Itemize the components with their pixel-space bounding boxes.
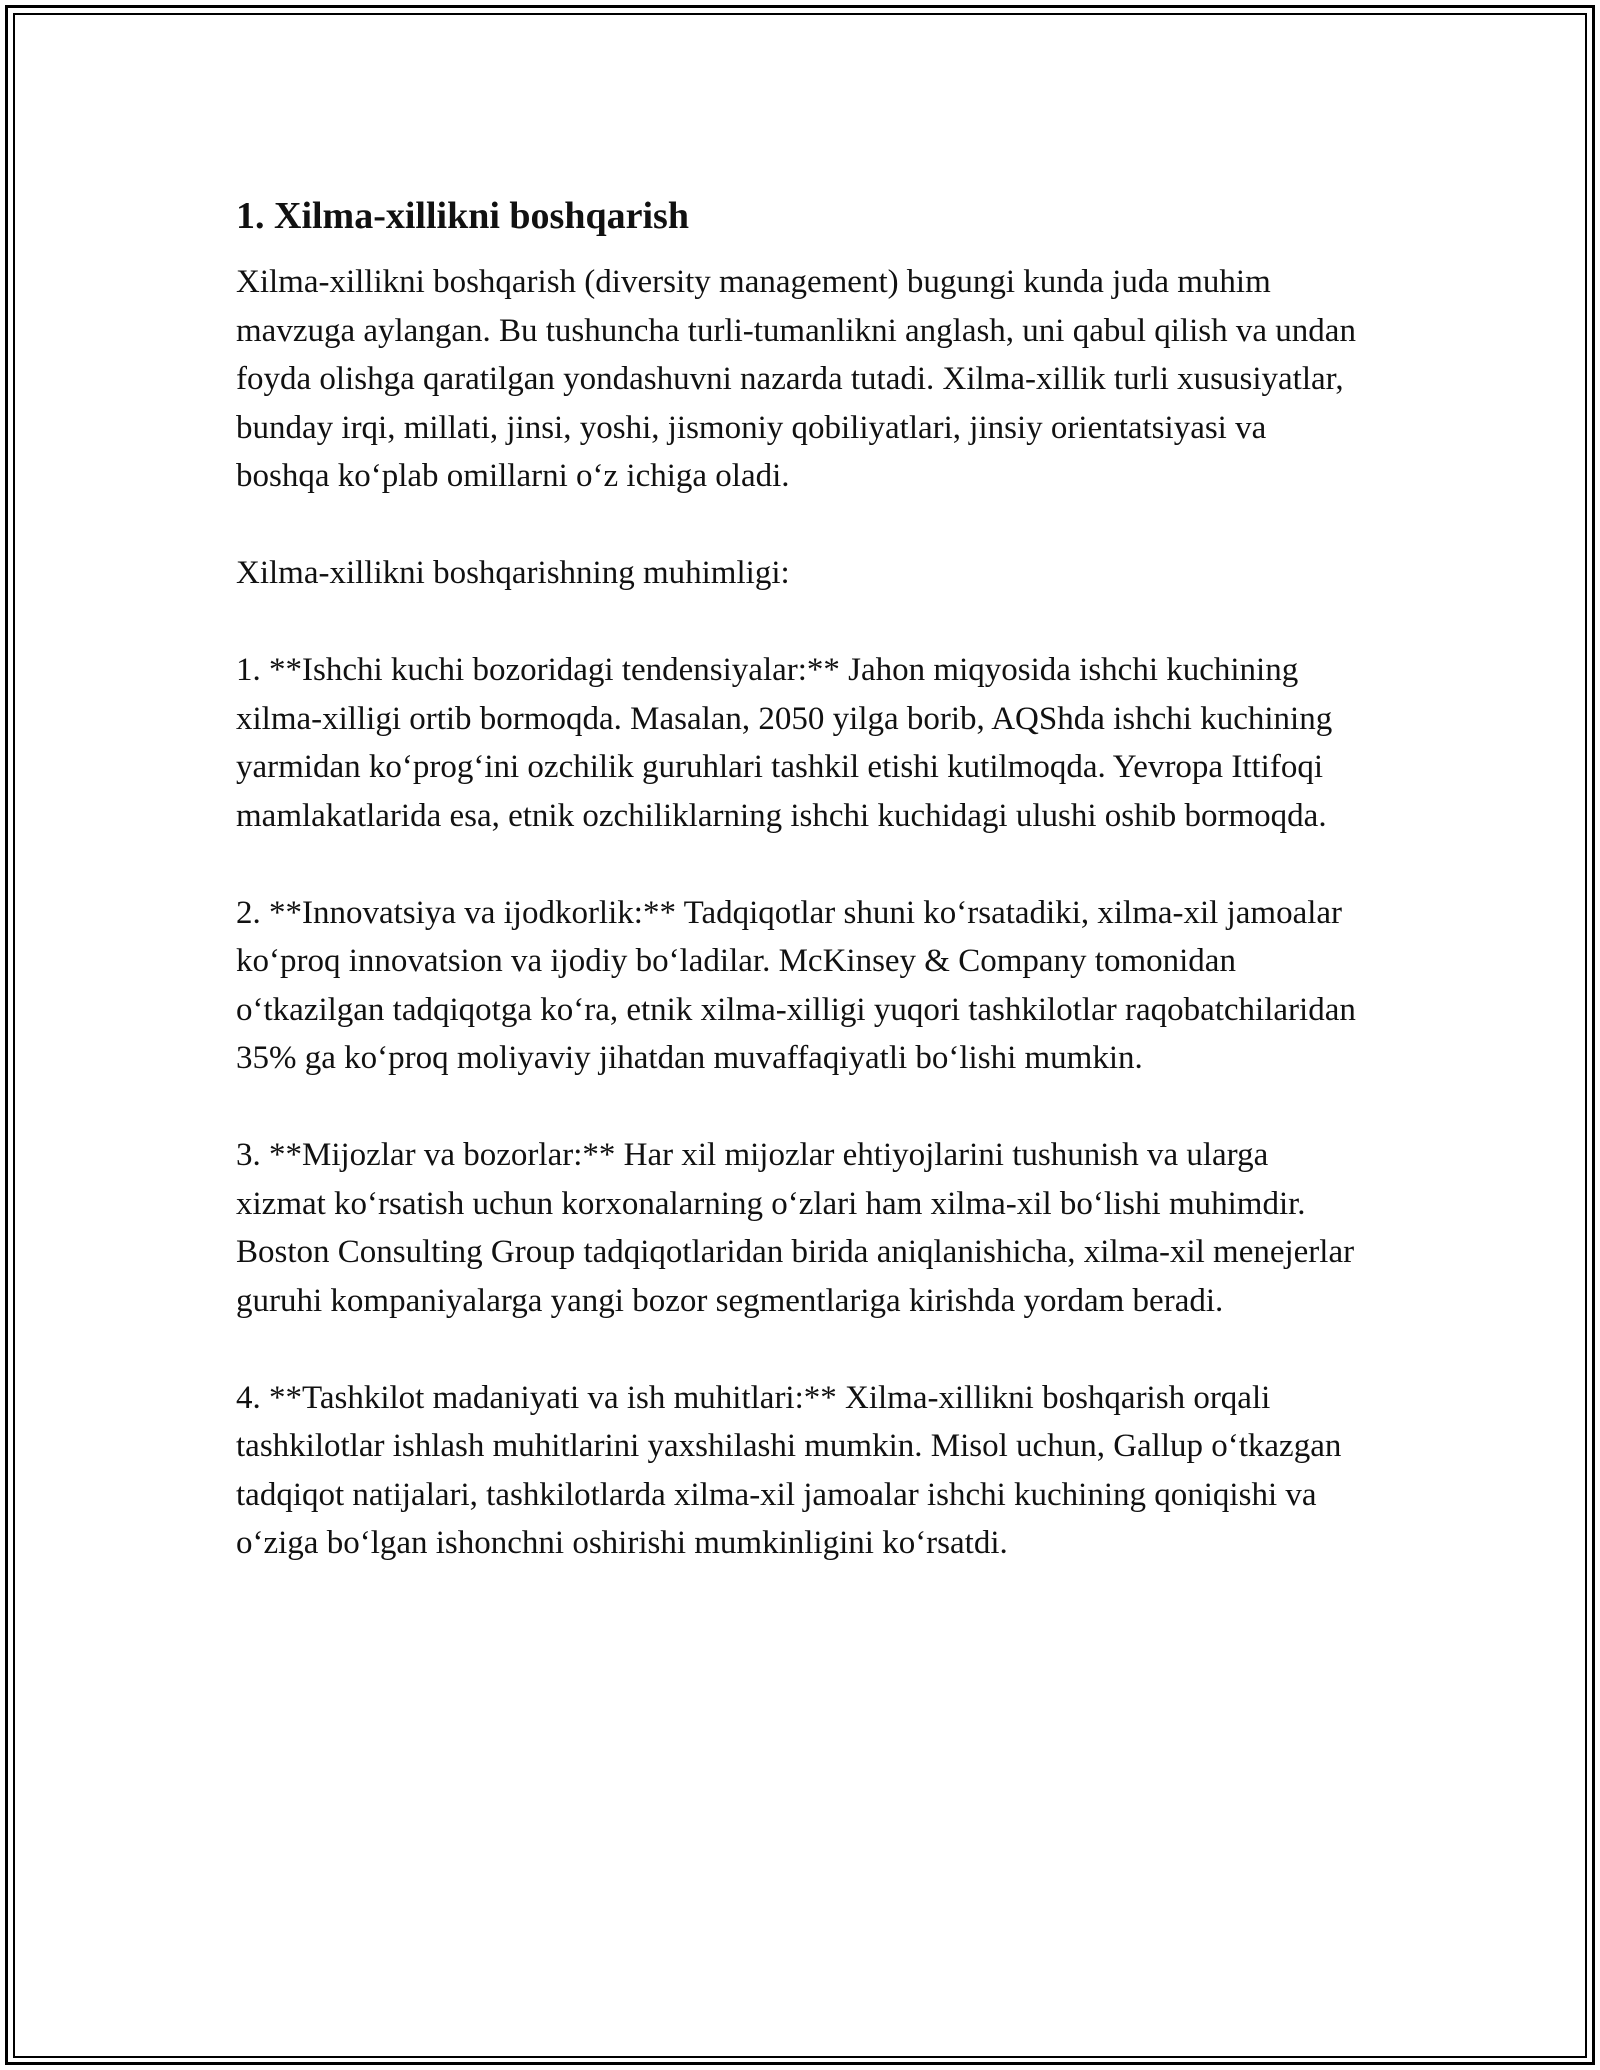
point-organizational-culture: 4. **Tashkilot madaniyati va ish muhitlari:** Xilma-xillikni boshqarish orqali tashkilotlar ishlash muhitlarini yaxshilashi mumkin. Misol uchun, Gallup oʻtkazgan tadqiqot natijalari, tashkilotlarda xilma-xil jamoalar ishchi kuchining qoniqishi va oʻziga boʻlgan ishonchni oshirishi mumkinligini koʻrsatdi. <box>236 1379 1342 1561</box>
point-workforce-trends: 1. **Ishchi kuchi bozoridagi tendensiyalar:** Jahon miqyosida ishchi kuchining xilma-xilligi ortib bormoqda. Masalan, 2050 yilga borib, AQShda ishchi kuchining yarmidan koʻprogʻini ozchilik guruhlari tashkil etishi kutilmoqda. Yevropa Ittifoqi mamlakatlarida esa, etnik ozchiliklarning ishchi kuchidagi ulushi oshib bormoqda. <box>236 652 1333 834</box>
intro-paragraph: Xilma-xillikni boshqarish (diversity management) bugungi kunda juda muhim mavzuga aylangan. Bu tushuncha turli-tumanlikni anglash, uni qabul qilish va undan foyda olishga qaratilgan yondashuvni nazarda tutadi. Xilma-xillik turli xususiyatlar, bunday irqi, millati, jinsi, yoshi, jismoniy qobiliyatlari, jinsiy orientatsiyasi va boshqa koʻplab omillarni oʻz ichiga oladi. <box>236 264 1356 494</box>
point-innovation: 2. **Innovatsiya va ijodkorlik:** Tadqiqotlar shuni koʻrsatadiki, xilma-xil jamoalar koʻproq innovatsion va ijodiy boʻladilar. McKinsey & Company tomonidan oʻtkazilgan tadqiqotga koʻra, etnik xilma-xilligi yuqori tashkilotlar raqobatchilaridan 35% ga koʻproq moliyaviy jihatdan muvaffaqiyatli boʻlishi mumkin. <box>236 894 1356 1076</box>
section-heading: 1. Xilma-xillikni boshqarish <box>236 195 689 237</box>
point-customers-markets: 3. **Mijozlar va bozorlar:** Har xil mijozlar ehtiyojlarini tushunish va ularga xizmat koʻrsatish uchun korxonalarning oʻzlari ham xilma-xil boʻlishi muhimdir. Boston Consulting Group tadqiqotlaridan birida aniqlanishicha, xilma-xil menejerlar guruhi kompaniyalarga yangi bozor segmentlariga kirishda yordam beradi. <box>236 1137 1355 1319</box>
importance-lead: Xilma-xillikni boshqarishning muhimligi: <box>236 555 790 591</box>
document-page <box>236 180 1366 1616</box>
